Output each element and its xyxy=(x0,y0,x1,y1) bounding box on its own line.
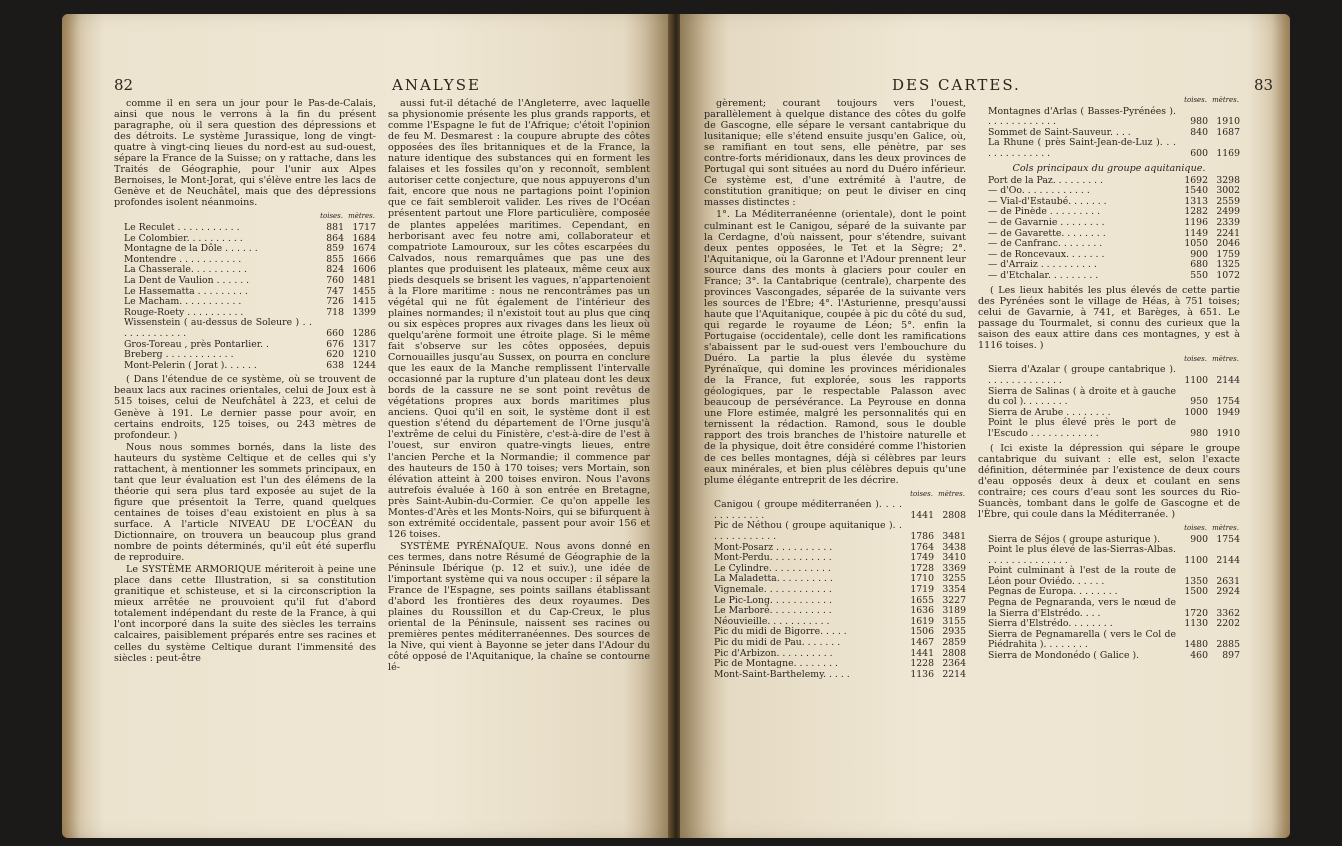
altitude-metres: 1415 xyxy=(352,296,376,308)
table-row xyxy=(978,138,1240,159)
right-page xyxy=(680,14,1290,838)
altitude-metres: 1072 xyxy=(1216,269,1240,281)
altitude-toises: 676 xyxy=(326,338,344,350)
altitude-toises: 824 xyxy=(326,264,344,276)
altitude-toises: 1467 xyxy=(910,636,934,648)
altitude-toises: 1282 xyxy=(1184,206,1208,218)
altitude-toises: 600 xyxy=(1190,147,1208,159)
table-row xyxy=(978,387,1240,408)
place-name: — de Roncevaux. . . . . . . xyxy=(988,248,1105,260)
altitude-metres: 1325 xyxy=(1216,259,1240,271)
altitude-toises: 1728 xyxy=(910,562,934,574)
table-row xyxy=(978,630,1240,651)
table-row xyxy=(978,218,1240,229)
place-name: — de Gavarette. . . . . . . . xyxy=(988,227,1106,239)
altitude-toises: 1100 xyxy=(1184,375,1208,387)
altitude-metres: 1481 xyxy=(352,275,376,287)
altitude-table-cantabrique: toises. mètres. Sierra d'Azalar ( groupe cantabrique ). . . . . . . . . . . . . . 1100 2144 Sierra de Salinas ( à droite et à gauche du col ). . . . . . . . 950 1754 Sierra de Arube . . . . . . . . 1000 1949 Point le plus élevé près le port de l'Escudo . . . . . . . . . . . . 980 1910 xyxy=(978,353,1240,440)
place-name: Mont-Posarz . . . . . . . . . . xyxy=(714,541,833,553)
place-name: Wissenstein ( au-dessus de Soleure ) . . . . . . . . . . . . . xyxy=(124,317,312,339)
altitude-metres: 2859 xyxy=(942,636,966,648)
right-column-1 xyxy=(704,98,966,683)
altitude-toises: 1480 xyxy=(1184,639,1208,651)
place-name: La Maladetta. . . . . . . . . . xyxy=(714,573,833,585)
altitude-toises: 1136 xyxy=(910,668,934,680)
altitude-toises: 1196 xyxy=(1184,216,1208,228)
altitude-metres: 2144 xyxy=(1216,375,1240,387)
place-name: Sierra de Salinas ( à droite et à gauche du col ). . . . . . . . xyxy=(988,385,1176,408)
place-name: Montagne de la Dôle . . . . . . xyxy=(124,243,258,255)
place-name: Le Colombier. . . . . . . . . . xyxy=(124,232,243,244)
page-number: 82 xyxy=(114,76,134,94)
place-name: Rouge-Roety . . . . . . . . . . xyxy=(124,306,244,318)
table-row xyxy=(704,521,966,542)
altitude-metres: 1674 xyxy=(352,243,376,255)
place-name: Sierra de Pegnamarella ( vers le Col de Piédrahita ). . . . . . . . xyxy=(988,628,1176,651)
place-name: Mont-Perdu. . . . . . . . . . . xyxy=(714,552,832,564)
altitude-toises: 726 xyxy=(326,296,344,308)
altitude-toises: 1100 xyxy=(1184,554,1208,566)
altitude-metres: 2559 xyxy=(1216,195,1240,207)
paragraph: 1°. La Méditerranéenne (orientale), dont le point culminant est le Canigou, séparé de la suivante par la Cerdagne, d'où naissent, pour s'étendre, suivant deux pentes opposées, le Tet et la Sègre; 2°. l'Aquitanique, où la Garonne et l'Adour prennent leur source dans des monts à glaciers pour couler en France; 3°. la Cantabrique (centrale), charpente des provinces Vascongades, séparée de la suivante vers les sources de l'Èbre; 4°. l'Asturienne, presqu'aussi haute que l'Aquitanique, coupée à pic du côté du sud, qui regarde le royaume de Léon; 5°. enfin la Portugaise (occidentale), celle dont les ramifications s'abaissent par le sud-ouest vers l'embouchure du Duéro. La partie la plus élevée du système Pyrénaïque, qui domine les provinces méridionales de la France, fut explorée, sous les rapports géologiques, par le respectable Palasson avec beaucoup de persévérance. La Peyrouse en donna une Flore estimée, malgré les personnalités qui en ternissent la rédaction. Ramond, sous le double rapport des trois branches de l'histoire naturelle et de la physique, doit être considéré comme l'historien de ces belles montagnes, déjà si célèbres par leurs eaux minérales, et bien plus célèbres depuis qu'une plume élégante entreprit de les décrire. xyxy=(704,209,966,486)
altitude-toises: 980 xyxy=(1190,427,1208,439)
altitude-toises: 1636 xyxy=(910,605,934,617)
place-name: Sierra d'Azalar ( groupe cantabrique ). . . . . . . . . . . . . . xyxy=(988,364,1176,387)
altitude-metres: 1687 xyxy=(1216,126,1240,138)
place-name: Néouvieille. . . . . . . . . . . xyxy=(714,615,830,627)
place-name: Pic d'Arbizon. . . . . . . . . . xyxy=(714,647,833,659)
altitude-toises: 1710 xyxy=(910,573,934,585)
paragraph: comme il en sera un jour pour le Pas-de-Calais, ainsi que nous le verrons à la fin du présent paragraphe, où il sera question des dépressions et des détroits. Le système Jurassique, long de vingt-quatre à vingt-cinq lieues du nord-est au sud-ouest, sépare la France de la Suisse; on y rattache, dans les Traités de Géographie, pour l'unir aux Alpes Bernoises, le Mont-Jorat, qui s'élève entre les lacs de Genève et de Neuchâtel, mais que des dépressions profondes isolent néanmoins. xyxy=(114,98,376,209)
table-row xyxy=(978,271,1240,282)
place-name: La Dent de Vaulion . . . . . . xyxy=(124,275,250,287)
place-name: Pegnas de Europa. . . . . . . . xyxy=(988,586,1118,598)
altitude-toises: 680 xyxy=(1190,259,1208,271)
altitude-metres: 2885 xyxy=(1216,639,1240,651)
open-book xyxy=(62,14,1290,838)
altitude-toises: 460 xyxy=(1190,650,1208,662)
place-name: Mont-Pelerin ( Jorat ). . . . . . xyxy=(124,359,257,371)
altitude-metres: 1244 xyxy=(352,359,376,371)
altitude-metres: 1759 xyxy=(1216,248,1240,260)
altitude-toises: 1441 xyxy=(910,509,934,521)
left-column-2 xyxy=(388,98,650,674)
altitude-metres: 2241 xyxy=(1216,227,1240,239)
place-name: Point le plus élevé près le port de l'Escudo . . . . . . . . . . . . xyxy=(988,417,1176,439)
table-row xyxy=(978,566,1240,587)
altitude-metres: 2202 xyxy=(1216,618,1240,630)
table-row xyxy=(978,598,1240,619)
altitude-toises: 1655 xyxy=(910,594,934,606)
place-name: Sommet de Saint-Sauveur. . . . xyxy=(988,126,1131,138)
altitude-metres: 1286 xyxy=(352,328,376,339)
place-name: — d'Etchalar. . . . . . . . . xyxy=(988,269,1099,281)
altitude-metres: 1754 xyxy=(1216,533,1240,545)
paragraph: gèrement; courant toujours vers l'ouest, parallèlement à quelque distance des côtes du golfe de Gascogne, elle sépare le versant cantabrique du lusitanique; elle s'étend ensuite jusqu'en Galice, où, se ramifiant en tout sens, elle pénètre, par ses contre-forts méridionaux, dans les deux provinces de Portugal qui sont situées au nord du Duéro inférieur. Ce système est, d'une extrémité à l'autre, de constitution granitique; on peut le diviser en cinq masses distinctes : xyxy=(704,98,966,209)
altitude-toises: 1619 xyxy=(910,615,934,627)
altitude-toises: 1441 xyxy=(910,647,934,659)
altitude-metres: 2935 xyxy=(942,626,966,638)
altitude-toises: 1228 xyxy=(910,658,934,670)
place-name: Le Cylindre. . . . . . . . . . . xyxy=(714,562,831,574)
altitude-metres: 1399 xyxy=(352,306,376,318)
place-name: Pic de Montagne. . . . . . . . xyxy=(714,658,838,670)
altitude-toises: 1786 xyxy=(910,531,934,543)
place-name: Pegna de Pegnaranda, vers le nœud de la Sierra d'Elstrédo. . . . xyxy=(988,597,1176,619)
altitude-metres: 2808 xyxy=(942,509,966,521)
altitude-metres: 3410 xyxy=(942,552,966,564)
altitude-metres: 3155 xyxy=(942,615,966,627)
paragraph: ( Les lieux habités les plus élevés de cette partie des Pyrénées sont le village de Héas, à 751 toises; celui de Gavarnie, à 741, et Barèges, à 651. Le passage du Tourmalet, si connu des curieux que la saison des eaux attire dans ces montagnes, y est à 1116 toises. ) xyxy=(978,284,1240,351)
section-subtitle: Cols principaux du groupe aquitanique. xyxy=(1012,162,1206,174)
table-row xyxy=(704,585,966,596)
altitude-toises: 859 xyxy=(326,243,344,255)
place-name: Pic de Néthou ( groupe aquitanique ). . . . . . . . . . . . . xyxy=(714,520,902,543)
altitude-toises: 900 xyxy=(1190,248,1208,260)
table-row xyxy=(978,651,1240,662)
altitude-toises: 1749 xyxy=(910,552,934,564)
place-name: Pic du midi de Bigorre. . . . . xyxy=(714,626,847,638)
table-row xyxy=(978,545,1240,566)
place-name: Point le plus élevé de las-Sierras-Albas. . . . . . . . . . . . . . . xyxy=(988,544,1176,566)
altitude-metres: 1754 xyxy=(1216,396,1240,408)
altitude-toises: 1719 xyxy=(910,583,934,595)
altitude-toises: 1764 xyxy=(910,541,934,553)
table-row xyxy=(704,638,966,649)
page-number: 83 xyxy=(1254,76,1274,94)
altitude-metres: 3354 xyxy=(942,583,966,595)
altitude-metres: 2364 xyxy=(942,658,966,670)
altitude-toises: 718 xyxy=(326,306,344,318)
place-name: Port de la Paz. . . . . . . . . xyxy=(988,174,1104,186)
paragraph: aussi fut-il détaché de l'Angleterre, avec laquelle sa physionomie présente les plus grands rapports, et comme l'Espagne le fut de l'Afrique; c'étoit l'opinion de feu M. Desmarest : la coupure abrupte des côtes opposées des îles britanniques et de la France, la nature identique des substances qui en forment les falaises et les fossiles qu'on y reconnoît, semblent autoriser cette conjecture, que nous appuyerons d'un fait, encore que nous ne partagions point l'opinion que ce fait sembleroit valider. Les rives de l'Océan présentent partout une Flore particulière, composée de plantes appelées maritimes. Cependant, en herborisant avec feu notre ami, collaborateur et compatriote Lamouroux, sur les côtes escarpées du Calvados, nous remarquâmes que pas une des plantes que produisent les plateaux, même ceux aux pieds desquels se brisent les vagues, n'appartenoient à la Flore maritime : nous ne rencontrâmes pas un végétal qui ne fût également de l'intérieur des plaines normandes; il n'existoit tout au plus que cinq ou six espèces propres aux rivages dans les lieux où quelqu'arène formoit une étroite plage. Si le même fait s'observe sur les côtes opposées, depuis Cornouailles jusqu'au Sussex, on pourra en conclure que les eaux de la Manche remplissent l'intervalle occasionné par la rupture d'un plateau dont les deux bords de la cassure ne se sont point revêtus de végétations propres aux bords maritimes plus anciens. Quoi qu'il en soit, le système dont il est question s'étend du département de l'Orne jusqu'à l'extrême de celui du Finistère, c'est-à-dire de l'est à l'ouest, sur environ quatre-vingts lieues, entre l'ancien Perche et la Normandie; il commence par des hauteurs de 150 à 170 toises; vers Mortain, son élévation atteint à 200 toises environ. Nous l'avons autrefois évaluée à 160 à son entrée en Bretagne, près Saint-Aubin-du-Cormier. Ce qu'on appelle les Montes-d'Arès et les Monts-Noirs, qui se bifurquent à son extrémité occidentale, passent pour avoir 156 et 126 toises. xyxy=(388,98,650,540)
altitude-metres: 2499 xyxy=(1216,206,1240,218)
altitude-toises: 1506 xyxy=(910,626,934,638)
table-row xyxy=(704,670,966,681)
altitude-metres: 2808 xyxy=(942,647,966,659)
altitude-toises: 760 xyxy=(326,275,344,287)
altitude-metres: 2214 xyxy=(942,668,966,680)
place-name: — Vial-d'Estaubé. . . . . . . xyxy=(988,195,1107,207)
place-name: Sierra de Arube . . . . . . . . xyxy=(988,406,1111,418)
altitude-toises: 747 xyxy=(326,285,344,297)
place-name: — d'Arraiz . . . . . . . . . . xyxy=(988,259,1097,271)
altitude-metres: 3481 xyxy=(942,531,966,543)
altitude-toises: 855 xyxy=(326,253,344,265)
altitude-metres: 1666 xyxy=(352,253,376,265)
place-name: Mont-Saint-Barthelemy. . . . . xyxy=(714,668,850,680)
place-name: Montendre . . . . . . . . . . . xyxy=(124,253,242,265)
running-head: DES CARTES. xyxy=(892,76,1021,94)
altitude-toises: 1000 xyxy=(1184,406,1208,418)
place-name: Le Pic-Long. . . . . . . . . . . xyxy=(714,594,832,606)
passes-table xyxy=(978,176,1240,282)
place-name: Le Hassematta . . . . . . . . . xyxy=(124,285,248,297)
place-name: Pic du midi de Pau. . . . . . . xyxy=(714,636,841,648)
altitude-metres: 2631 xyxy=(1216,575,1240,587)
altitude-toises: 638 xyxy=(326,359,344,371)
place-name: Sierra de Séjos ( groupe asturique ). xyxy=(988,533,1161,545)
altitude-metres: 2339 xyxy=(1216,216,1240,228)
place-name: Gros-Toreau , près Pontarlier. . xyxy=(124,338,270,350)
altitude-metres: 2144 xyxy=(1216,554,1240,566)
altitude-toises: 1500 xyxy=(1184,586,1208,598)
altitude-table-pyrenees: toises. mètres. Canigou ( groupe méditerranéen ). . . . . . . . . . . . . 1441 2808 Pic de Néthou ( groupe aquitanique ). . . . . . . . . . . . . 1786 3481 Mont-Posarz . . . . . . . . . . 1764 3438 Mont-Perdu. . . . . . . . . . . 1749 3410 Le Cylindre. . . . . . . . . . . 1728 3369 La Maladetta. . . . . . . . . . 1710 3255 Vignemale. . . . . . . . . . . . 1719 3354 Le Pic-Long. . . . . . . . . . . 1655 3227 Le Marboré. . . . . . . . . . . 1636 3189 Néouvieille. . . . . . . . . . . 1619 3155 Pic du midi de Bigorre. . . . . 1506 2935 Pic du midi de Pau. . . . . . . 1467 2859 Pic d'Arbizon. . . . . . . . . . 1441 2808 Pic de Montagne. . . . . . . . 1228 2364 Mont-Saint-Barthelemy. . . . . 1136 2214 xyxy=(704,488,966,681)
running-head: ANALYSE xyxy=(392,76,481,94)
altitude-metres: 1317 xyxy=(352,338,376,350)
place-name: — de Gavarnie . . . . . . . . xyxy=(988,216,1105,228)
altitude-table-asturique: toises. mètres. Sierra de Séjos ( groupe asturique ). 900 1754 Point le plus élevé de las-Sierras-Albas. . . . . . . . . . . . . . . 1100 2144 Point culminant à l'est de la route de Léon pour Oviédo. . . . . . 1350 2631 Pegnas de Europa. . . . . . . . 1500 2924 Pegna de Pegnaranda, vers le nœud de la Sierra d'Elstrédo. . . . 1720 3362 Sierra d'Elstrédo. . . . . . . . 1130 2202 Sierra de Pegnamarella ( vers le Col de Piédrahita ). . . . . . . . 1480 2885 Sierra de Mondonédo ( Galice ). 460 897 xyxy=(978,522,1240,662)
altitude-table-jura: toises. mètres. Le Reculet . . . . . . . . . . . 881 1717 Le Colombier. . . . . . . . . . 864 1684 Montagne de la Dôle . . . . . . 859 1674 Montendre . . . . . . . . . . . 855 1666 La Chasserale. . . . . . . . . . 824 1606 La Dent de Vaulion . . . . . . 760 1481 Le Hassematta . . . . . . . . . 747 1455 Le Macham. . . . . . . . . . . 726 1415 Rouge-Roety . . . . . . . . . . 718 1399 Wissenstein ( au-dessus de Soleure ) . . . . . . . . . . . . . 660 1286 Gros-Toreau , près Pontarlier. . 676 1317 Breberg . . . . . . . . . . . . 620 1210 Mont-Pelerin ( Jorat ). . . . . . 638 1244 xyxy=(114,210,376,371)
place-name: Le Macham. . . . . . . . . . . xyxy=(124,296,242,308)
altitude-toises: 1313 xyxy=(1184,195,1208,207)
table-row xyxy=(114,361,376,372)
altitude-toises: 1350 xyxy=(1184,575,1208,587)
paragraph: ( Ici existe la dépression qui sépare le groupe cantabrique du suivant : elle est, selon l'exacte définition, déterminée par l'existence de deux cours d'eau opposés deux à deux et coulant en sens contraire; ces cours d'eau sont les sources du Rio-Suancès, tombant dans le golfe de Gascogne et de l'Èbre, qui coule dans la Méditerranée. ) xyxy=(978,442,1240,520)
altitude-toises: 840 xyxy=(1190,126,1208,138)
altitude-toises: 620 xyxy=(326,349,344,361)
place-name: La Rhune ( près Saint-Jean-de-Luz ). . . . . . . . . . . . . . xyxy=(988,137,1176,159)
altitude-toises: 1050 xyxy=(1184,238,1208,250)
left-column-1 xyxy=(114,98,376,665)
place-name: Le Reculet . . . . . . . . . . . xyxy=(124,222,240,234)
place-name: — d'Oo. . . . . . . . . . . . xyxy=(988,185,1090,197)
altitude-toises: 1540 xyxy=(1184,185,1208,197)
place-name: — de Pinède . . . . . . . . . xyxy=(988,206,1101,218)
altitude-metres: 3438 xyxy=(942,541,966,553)
altitude-metres: 1717 xyxy=(352,222,376,234)
paragraph: ( Dans l'étendue de ce système, où se trouvent de beaux lacs aux racines orientales, celui de Joux est à 515 toises, celui de Neufchâtel à 223, et celui de Genève à 191. Le dernier passe pour avoir, en certains endroits, 125 toises, ou 243 mètres de profondeur. ) xyxy=(114,374,376,441)
altitude-metres: 3002 xyxy=(1216,185,1240,197)
place-name: Canigou ( groupe méditerranéen ). . . . . . . . . . . . . xyxy=(714,499,902,521)
altitude-toises: 1130 xyxy=(1184,618,1208,630)
altitude-metres: 1684 xyxy=(352,232,376,244)
right-column-2 xyxy=(978,92,1240,665)
altitude-metres: 3298 xyxy=(1216,174,1240,186)
place-name: Sierra d'Elstrédo. . . . . . . . xyxy=(988,618,1113,630)
table-row xyxy=(978,107,1240,128)
table-row xyxy=(978,418,1240,439)
altitude-toises: 1720 xyxy=(1184,607,1208,619)
altitude-toises: 550 xyxy=(1190,269,1208,281)
place-name: Vignemale. . . . . . . . . . . . xyxy=(714,583,832,595)
altitude-toises: 900 xyxy=(1190,533,1208,545)
table-row xyxy=(704,500,966,521)
altitude-metres: 1910 xyxy=(1216,427,1240,439)
altitude-metres: 1455 xyxy=(352,285,376,297)
altitude-metres: 2924 xyxy=(1216,586,1240,598)
altitude-metres: 1949 xyxy=(1216,406,1240,418)
altitude-toises: 660 xyxy=(326,328,344,339)
table-row xyxy=(114,318,376,339)
paragraph: Nous nous sommes bornés, dans la liste des hauteurs du système Celtique et de celles qui s'y rattachent, à mentionner les sommets principaux, en tant que leur évaluation est l'un des élémens de la théorie qui sera plus tard exposée au sujet de la figure que présentoit la Terre, quand quelques centaines de toises d'eau existoient en plus à sa surface. A l'article NIVEAU DE L'OCÉAN du Dictionnaire, on trouvera un beaucoup plus grand nombre de points déterminés, qu'il eût été superflu de reproduire. xyxy=(114,441,376,564)
table-row xyxy=(978,365,1240,386)
altitude-metres: 3369 xyxy=(942,562,966,574)
altitude-metres: 1606 xyxy=(352,264,376,276)
altitude-metres: 3227 xyxy=(942,594,966,606)
altitude-metres: 1169 xyxy=(1216,147,1240,159)
altitude-toises: 980 xyxy=(1190,116,1208,128)
altitude-metres: 2046 xyxy=(1216,238,1240,250)
altitude-table-aquitanique: toises. mètres. Montagnes d'Arlas ( Basses-Pyrénées ). . . . . . . . . . . . . 980 1910 Sommet de Saint-Sauveur. . . . 840 1687 La Rhune ( près Saint-Jean-de-Luz ). . . . . . . . . . . . . . 600 1169 xyxy=(978,94,1240,160)
place-name: Le Marboré. . . . . . . . . . . xyxy=(714,605,832,617)
altitude-metres: 897 xyxy=(1222,650,1240,662)
place-name: Breberg . . . . . . . . . . . . xyxy=(124,349,234,361)
altitude-metres: 1210 xyxy=(352,349,376,361)
altitude-toises: 1692 xyxy=(1184,174,1208,186)
place-name: Point culminant à l'est de la route de Léon pour Oviédo. . . . . . xyxy=(988,565,1176,587)
altitude-metres: 1910 xyxy=(1216,116,1240,128)
altitude-metres: 3255 xyxy=(942,573,966,585)
place-name: La Chasserale. . . . . . . . . . xyxy=(124,264,247,276)
altitude-metres: 3189 xyxy=(942,605,966,617)
altitude-toises: 950 xyxy=(1190,396,1208,408)
paragraph: Le SYSTÈME ARMORIQUE mériteroit à peine une place dans cette Illustration, si sa constitution granitique et schisteuse, et si la circonscription la mieux arrêtée ne prouvoient qu'il fut d'abord totalement indépendant du reste de la France, à qui l'ont incorporé dans la suite des siècles les terrains calcaires, paisiblement préparés entre ses racines et celles du système Celtique durant l'immensité des siècles : peut-être xyxy=(114,564,376,664)
place-name: — de Canfranc. . . . . . . . xyxy=(988,238,1103,250)
place-name: Sierra de Mondonédo ( Galice ). xyxy=(988,650,1140,662)
left-page xyxy=(62,14,672,838)
altitude-toises: 864 xyxy=(326,232,344,244)
place-name: Montagnes d'Arlas ( Basses-Pyrénées ). . . . . . . . . . . . . xyxy=(988,105,1176,128)
altitude-metres: 3362 xyxy=(1216,607,1240,619)
paragraph: SYSTÈME PYRÉNAÏQUE. Nous avons donné en ces termes, dans notre Résumé de Géographie de la Péninsule Ibérique (p. 12 et suiv.), une idée de l'important système qui va nous occuper : il sépare la France de l'Espagne, ses points saillans établissant d'abord les frontières des deux royaumes. Des plaines du Roussillon et du Cap-Creux, le plus oriental de la Péninsule, naissent ses racines ou premières pentes méditerranéennes. Des sources de la Nive, qui vient à Bayonne se jeter dans l'Adour du côté opposé de l'Aquitanique, la chaîne se contourne lé- xyxy=(388,540,650,674)
altitude-toises: 881 xyxy=(326,222,344,234)
altitude-toises: 1149 xyxy=(1184,227,1208,239)
